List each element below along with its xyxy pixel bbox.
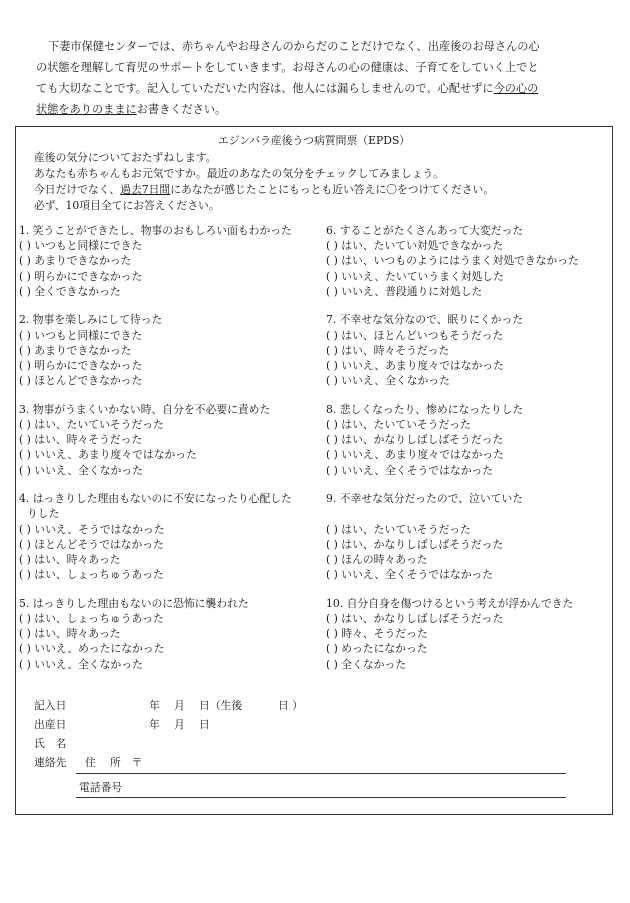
question-9 bbox=[326, 491, 616, 582]
answer-option[interactable]: ( ) はい、かなりしばしばそうだった bbox=[326, 612, 504, 626]
question-7 bbox=[326, 312, 616, 388]
name-label: 氏 名 bbox=[34, 737, 67, 750]
intro-line-text: お書きください。 bbox=[136, 103, 227, 116]
answer-option[interactable]: ( ) いつもと同様にできた bbox=[19, 239, 143, 253]
answer-option[interactable]: ( ) はい、時々そうだった bbox=[19, 433, 143, 447]
answer-option[interactable]: ( ) 全くできなかった bbox=[19, 284, 121, 298]
answer-option[interactable]: ( ) 全くなかった bbox=[326, 657, 407, 671]
question-title: 6. することがたくさんあって大変だった bbox=[326, 224, 524, 237]
birth-date-label: 出産日 bbox=[34, 718, 67, 731]
question-title: 10. 自分自身を傷つけるという考えが浮かんできた bbox=[326, 596, 574, 610]
phone-label: 電話番号 bbox=[79, 781, 123, 794]
intro-line: 下妻市保健センターでは、赤ちゃんやお母さんのからだのことだけでなく、出産後のお母さんの心 bbox=[48, 40, 540, 53]
answer-option[interactable]: ( ) はい、しょっちゅうあった bbox=[19, 612, 164, 626]
instruction-underlined: 過去7日間 bbox=[120, 183, 171, 196]
birth-date-fields[interactable]: 年 月 日 bbox=[149, 718, 210, 731]
answer-option[interactable]: ( ) あまりできなかった bbox=[19, 254, 132, 268]
question-2 bbox=[19, 312, 331, 388]
answer-option[interactable]: ( ) はい、たいていそうだった bbox=[326, 522, 471, 536]
question-title: 5. はっきりした理由もないのに恐怖に襲われた bbox=[19, 596, 249, 610]
answer-option[interactable]: ( ) はい、かなりしばしばそうだった bbox=[326, 433, 504, 447]
address-label: 住 所 〒 bbox=[85, 756, 143, 769]
answer-option[interactable]: ( ) はい、時々そうだった bbox=[326, 343, 450, 357]
answer-option[interactable]: ( ) いいえ、普段通りに対処した bbox=[326, 284, 483, 298]
answer-option[interactable]: ( ) いいえ、全くなかった bbox=[19, 463, 143, 477]
instruction-line: あなたも赤ちゃんもお元気ですか。最近のあなたの気分をチェックしてみましょう。 bbox=[34, 167, 444, 180]
questions-right bbox=[326, 223, 616, 685]
answer-option[interactable]: ( ) いいえ、全くなかった bbox=[326, 374, 450, 388]
question-title-continued: りした bbox=[27, 507, 60, 521]
answer-option[interactable]: ( ) いいえ、めったになかった bbox=[19, 642, 165, 656]
intro-line-text: ても大切なことです。記入していただいた内容は、他人には漏らしませんので、心配せずに bbox=[36, 82, 494, 95]
answer-option[interactable]: ( ) ほとんどできなかった bbox=[19, 374, 143, 388]
question-title-spacer bbox=[326, 506, 616, 521]
answer-option[interactable]: ( ) いつもと同様にできた bbox=[19, 328, 143, 342]
intro-line bbox=[36, 99, 576, 120]
answer-option[interactable]: ( ) はい、たいていそうだった bbox=[19, 418, 164, 432]
answer-option[interactable]: ( ) はい、しょっちゅうあった bbox=[19, 568, 164, 582]
answer-option[interactable]: ( ) あまりできなかった bbox=[19, 343, 132, 357]
answer-option[interactable]: ( ) めったになかった bbox=[326, 642, 428, 656]
question-3 bbox=[19, 402, 331, 478]
question-title: 2. 物事を楽しみにして待った bbox=[19, 313, 163, 327]
intro-line bbox=[36, 78, 576, 99]
answer-option[interactable]: ( ) いいえ、たいていうまく対処した bbox=[326, 269, 504, 283]
instruction-line: 産後の気分についておたずねします。 bbox=[34, 151, 217, 164]
answer-option[interactable]: ( ) はい、たいてい対処できなかった bbox=[326, 239, 504, 253]
answer-option[interactable]: ( ) 明らかにできなかった bbox=[19, 269, 143, 283]
question-title: 8. 悲しくなったり、惨めになったりした bbox=[326, 402, 524, 416]
question-4 bbox=[19, 491, 331, 582]
answer-option[interactable]: ( ) 時々、そうだった bbox=[326, 627, 428, 641]
answer-option[interactable]: ( ) はい、ほとんどいつもそうだった bbox=[326, 328, 504, 342]
epds-form bbox=[15, 126, 613, 815]
answer-option[interactable]: ( ) はい、かなりしばしばそうだった bbox=[326, 537, 504, 551]
answer-option[interactable]: ( ) はい、いつものようにはうまく対処できなかった bbox=[326, 254, 579, 268]
answer-option[interactable]: ( ) いいえ、全くそうではなかった bbox=[326, 568, 494, 582]
question-10 bbox=[326, 596, 616, 672]
answer-option[interactable]: ( ) いいえ、あまり度々ではなかった bbox=[326, 359, 504, 373]
question-title: 9. 不幸せな気分だったので、泣いていた bbox=[326, 492, 524, 506]
answer-option[interactable]: ( ) いいえ、あまり度々ではなかった bbox=[326, 448, 504, 462]
entry-date-label: 記入日 bbox=[34, 699, 67, 712]
question-5 bbox=[19, 596, 331, 672]
question-title: 1. 笑うことができたし、物事のおもしろい面もわかった bbox=[19, 224, 292, 237]
instruction-line bbox=[34, 182, 494, 198]
form-title: エジンバラ産後うつ病質問票（EPDS） bbox=[217, 134, 411, 147]
question-title: 7. 不幸せな気分なので、眠りにくかった bbox=[326, 313, 524, 327]
question-title: 4. はっきりした理由もないのに不安になったり心配した bbox=[19, 492, 292, 506]
answer-option[interactable]: ( ) はい、たいていそうだった bbox=[326, 418, 471, 432]
instruction-text: 今日だけでなく、 bbox=[34, 183, 121, 196]
answer-option[interactable]: ( ) いいえ、そうではなかった bbox=[19, 522, 165, 536]
entry-date-fields[interactable]: 年 月 日（生後 日 ） bbox=[149, 699, 304, 712]
answer-option[interactable]: ( ) はい、時々あった bbox=[19, 627, 121, 641]
question-title: 3. 物事がうまくいかない時、自分を不必要に責めた bbox=[19, 402, 271, 416]
instruction-line: 必ず、10項目全てにお答えください。 bbox=[34, 199, 220, 212]
intro-underlined: 今の心の bbox=[493, 82, 539, 95]
answer-option[interactable]: ( ) ほとんどそうではなかった bbox=[19, 537, 164, 551]
answer-option[interactable]: ( ) ほんの時々あった bbox=[326, 553, 428, 567]
intro-line: の状態を理解して育児のサポートをしていきます。お母さんの心の健康は、子育てをしていく上でと bbox=[36, 61, 539, 74]
address-underline[interactable] bbox=[76, 773, 566, 774]
form-instructions bbox=[34, 150, 494, 214]
answer-option[interactable]: ( ) 明らかにできなかった bbox=[19, 359, 143, 373]
question-1 bbox=[19, 223, 331, 299]
answer-option[interactable]: ( ) いいえ、全くそうではなかった bbox=[326, 463, 494, 477]
intro-underlined: 状態をありのままに bbox=[36, 103, 137, 116]
phone-underline[interactable] bbox=[76, 797, 566, 798]
question-8 bbox=[326, 402, 616, 478]
instruction-text: にあなたが感じたことにもっとも近い答えに〇をつけてください。 bbox=[170, 183, 495, 196]
answer-option[interactable]: ( ) いいえ、全くなかった bbox=[19, 657, 143, 671]
question-6 bbox=[326, 223, 616, 299]
answer-option[interactable]: ( ) いいえ、あまり度々ではなかった bbox=[19, 448, 197, 462]
intro-text bbox=[36, 36, 576, 120]
questions-left bbox=[19, 223, 331, 685]
contact-label: 連絡先 bbox=[34, 756, 67, 769]
answer-option[interactable]: ( ) はい、時々あった bbox=[19, 553, 121, 567]
